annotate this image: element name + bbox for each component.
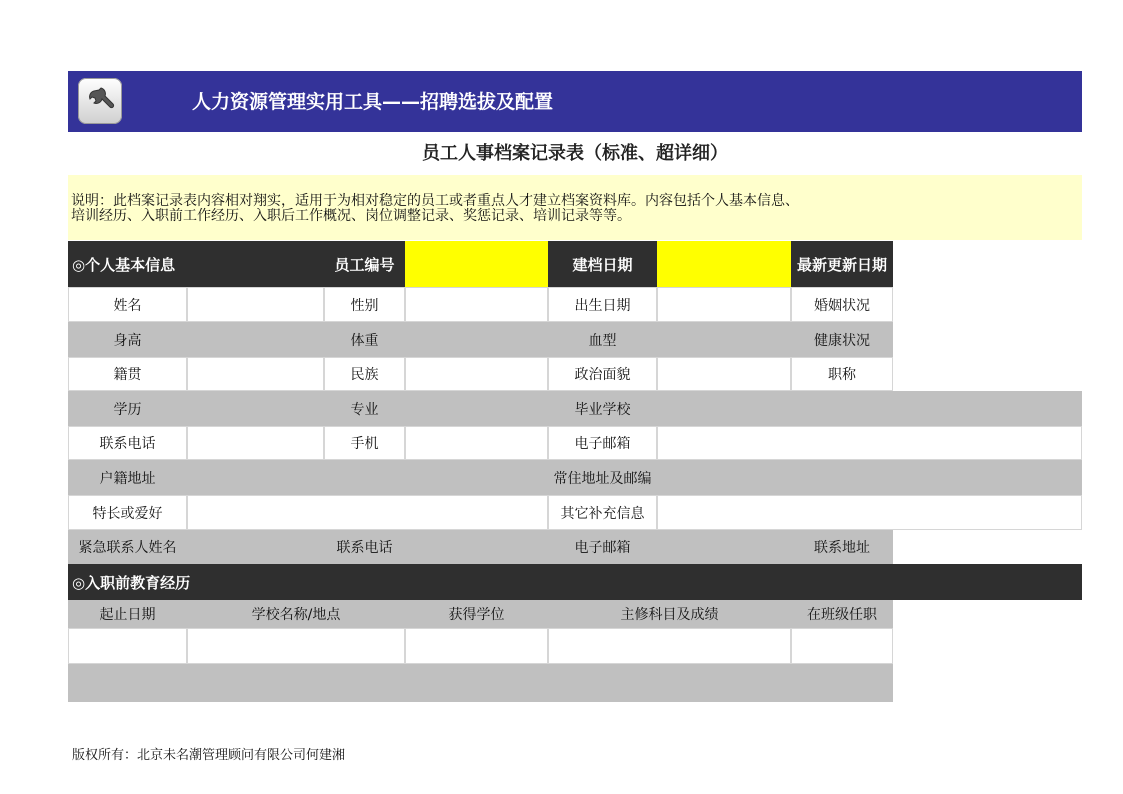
document-title: 员工人事档案记录表（标准、超详细） xyxy=(422,143,728,164)
name-label: 姓名 xyxy=(68,287,187,322)
file-date-label: 建档日期 xyxy=(548,241,657,287)
native-place-input[interactable] xyxy=(187,357,324,391)
emergency-contact-label: 紧急联系人姓名 xyxy=(78,540,177,556)
hobbies-label: 特长或爱好 xyxy=(68,495,187,530)
residence-address-label: 常住地址及邮编 xyxy=(553,470,652,487)
education-role-input[interactable] xyxy=(791,628,893,664)
height-label: 身高 xyxy=(113,332,142,349)
column-degree: 获得学位 xyxy=(448,607,505,623)
phone-label: 联系电话 xyxy=(68,426,187,460)
emergency-address-label: 联系地址 xyxy=(814,540,870,556)
section-personal-info-header: ◎个人基本信息 xyxy=(68,241,324,287)
education-school-input[interactable] xyxy=(187,628,405,664)
job-title-label: 职称 xyxy=(791,357,893,391)
education-degree-input[interactable] xyxy=(405,628,548,664)
native-place-label: 籍贯 xyxy=(68,357,187,391)
copyright-footer: 版权所有：北京未名潮管理顾问有限公司何建湘 xyxy=(72,748,346,763)
birth-date-label: 出生日期 xyxy=(548,287,657,322)
column-date-range: 起止日期 xyxy=(99,607,156,623)
hobbies-input[interactable] xyxy=(187,495,548,530)
update-date-label: 最新更新日期 xyxy=(791,241,893,287)
column-class-role: 在班级任职 xyxy=(807,607,877,623)
household-address-label: 户籍地址 xyxy=(99,470,156,487)
weight-label: 体重 xyxy=(350,332,379,349)
wrench-icon[interactable] xyxy=(78,78,122,124)
graduate-school-label: 毕业学校 xyxy=(574,401,631,418)
section-education-header: ◎入职前教育经历 xyxy=(68,564,1082,600)
political-status-label: 政治面貌 xyxy=(548,357,657,391)
gender-input[interactable] xyxy=(405,287,548,322)
education-label: 学历 xyxy=(113,401,142,418)
birth-date-input[interactable] xyxy=(657,287,791,322)
row-emergency-contact xyxy=(68,530,893,564)
employee-no-input[interactable] xyxy=(405,241,548,287)
health-status-label: 健康状况 xyxy=(814,332,870,349)
ethnicity-input[interactable] xyxy=(405,357,548,391)
education-row-empty xyxy=(68,664,893,702)
name-input[interactable] xyxy=(187,287,324,322)
column-school: 学校名称/地点 xyxy=(251,607,341,623)
other-info-label: 其它补充信息 xyxy=(548,495,657,530)
employee-no-label: 员工编号 xyxy=(324,241,405,287)
ethnicity-label: 民族 xyxy=(324,357,405,391)
marital-status-label: 婚姻状况 xyxy=(791,287,893,322)
other-info-input[interactable] xyxy=(657,495,1082,530)
major-label: 专业 xyxy=(350,401,379,418)
emergency-email-label: 电子邮箱 xyxy=(574,540,631,556)
email-label: 电子邮箱 xyxy=(548,426,657,460)
education-courses-input[interactable] xyxy=(548,628,791,664)
banner-title: 人力资源管理实用工具——招聘选拔及配置 xyxy=(192,91,554,113)
emergency-phone-label: 联系电话 xyxy=(336,540,393,556)
mobile-label: 手机 xyxy=(324,426,405,460)
email-input[interactable] xyxy=(657,426,1082,460)
column-major-courses: 主修科目及成绩 xyxy=(620,607,719,623)
description-line-1: 说明：此档案记录表内容相对翔实，适用于为相对稳定的员工或者重点人才建立档案资料库。内容包括个人基本信息、 xyxy=(71,193,799,209)
phone-input[interactable] xyxy=(187,426,324,460)
file-date-input[interactable] xyxy=(657,241,791,287)
political-status-input[interactable] xyxy=(657,357,791,391)
blood-type-label: 血型 xyxy=(588,332,617,349)
education-date-input[interactable] xyxy=(68,628,187,664)
description-line-2: 培训经历、入职前工作经历、入职后工作概况、岗位调整记录、奖惩记录、培训记录等等。 xyxy=(71,208,631,224)
gender-label: 性别 xyxy=(324,287,405,322)
row-body-stats xyxy=(68,322,893,357)
mobile-input[interactable] xyxy=(405,426,548,460)
